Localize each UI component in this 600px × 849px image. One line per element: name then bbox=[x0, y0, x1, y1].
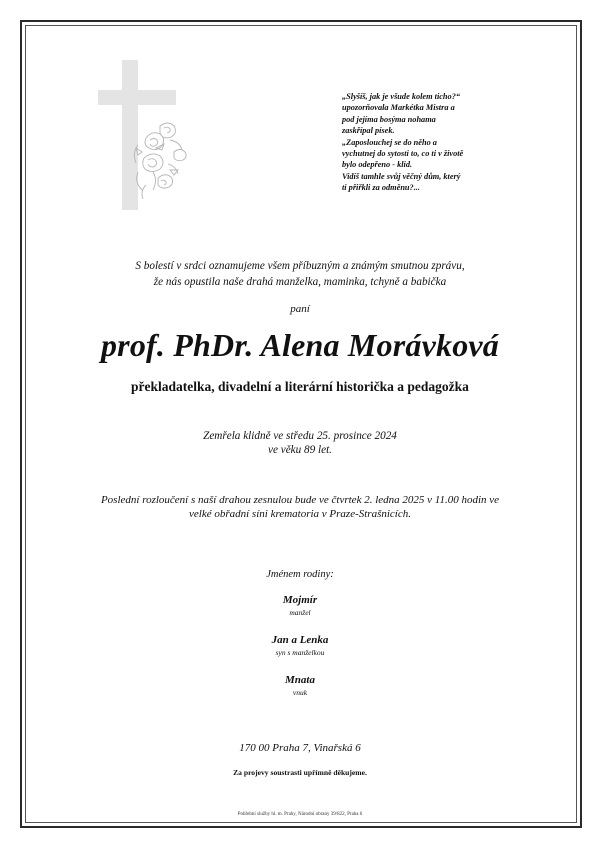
rose-icon bbox=[134, 123, 186, 199]
funeral-service-footer: Pohřební služby hl. m. Prahy, Národní obrany 39/822, Praha 6 bbox=[237, 812, 363, 817]
poem-line: „Zaposlouchej se do něho a bbox=[342, 137, 437, 147]
cross-horizontal-bar bbox=[98, 90, 176, 105]
poem-line: zaskřípal písek. bbox=[342, 126, 395, 136]
family-member-relation: manžel bbox=[289, 608, 311, 617]
poem-line: „Slyšíš, jak je všude kolem ticho?“ bbox=[342, 92, 460, 101]
deceased-profession: překladatelka, divadelní a literární historička a pedagožka bbox=[131, 379, 469, 394]
family-member bbox=[40, 594, 560, 617]
intro-line: že nás opustila naše drahá manželka, maminka, tchyně a babička bbox=[153, 275, 447, 288]
honorific: paní bbox=[290, 303, 310, 315]
cross-icon bbox=[98, 60, 190, 210]
family-member-relation: syn s manželkou bbox=[275, 648, 325, 657]
poem-line: upozorňovala Markétka Mistra a bbox=[342, 103, 455, 113]
announcement-intro bbox=[40, 259, 560, 290]
family-member-name: Mnata bbox=[285, 674, 315, 686]
family-address: 170 00 Praha 7, Vinařská 6 bbox=[239, 742, 361, 754]
intro-line: S bolestí v srdci oznamujeme všem příbuzným a známým smutnou zprávu, bbox=[135, 260, 465, 272]
death-date: Zemřela klidně ve středu 25. prosince 2024 bbox=[203, 430, 397, 442]
family-member-name: Jan a Lenka bbox=[271, 634, 329, 646]
death-age: ve věku 89 let. bbox=[268, 444, 332, 456]
family-member-name: Mojmír bbox=[282, 594, 318, 606]
ceremony-line: Poslední rozloučení s naší drahou zesnulou bude ve čtvrtek 2. ledna 2025 v 11.00 hodin ve bbox=[100, 494, 500, 506]
family-member bbox=[40, 634, 560, 657]
thanks-note: Za projevy soustrasti upřímně děkujeme. bbox=[233, 768, 367, 777]
poem-line: ti přiřkli za odměnu?... bbox=[342, 183, 420, 193]
cross-vertical-bar bbox=[122, 60, 138, 210]
deceased-name: prof. PhDr. Alena Morávková bbox=[100, 327, 499, 363]
ceremony-line: velké obřadní síni krematoria v Praze-Strašnicích. bbox=[189, 508, 411, 520]
death-info bbox=[40, 429, 560, 457]
poem-line: bylo odepřeno - klid. bbox=[342, 160, 413, 170]
poem-line: vychutnej do sytosti to, co ti v životě bbox=[342, 149, 464, 159]
family-member bbox=[40, 674, 560, 697]
poem-line: pod jejíma bosýma nohama bbox=[342, 114, 436, 124]
poem-line: Vidíš tamhle svůj věčný dům, který bbox=[342, 171, 461, 181]
poem-quote bbox=[342, 91, 512, 194]
ceremony-info bbox=[40, 493, 560, 521]
family-member-relation: vnuk bbox=[292, 688, 308, 697]
family-intro: Jménem rodiny: bbox=[266, 569, 334, 580]
